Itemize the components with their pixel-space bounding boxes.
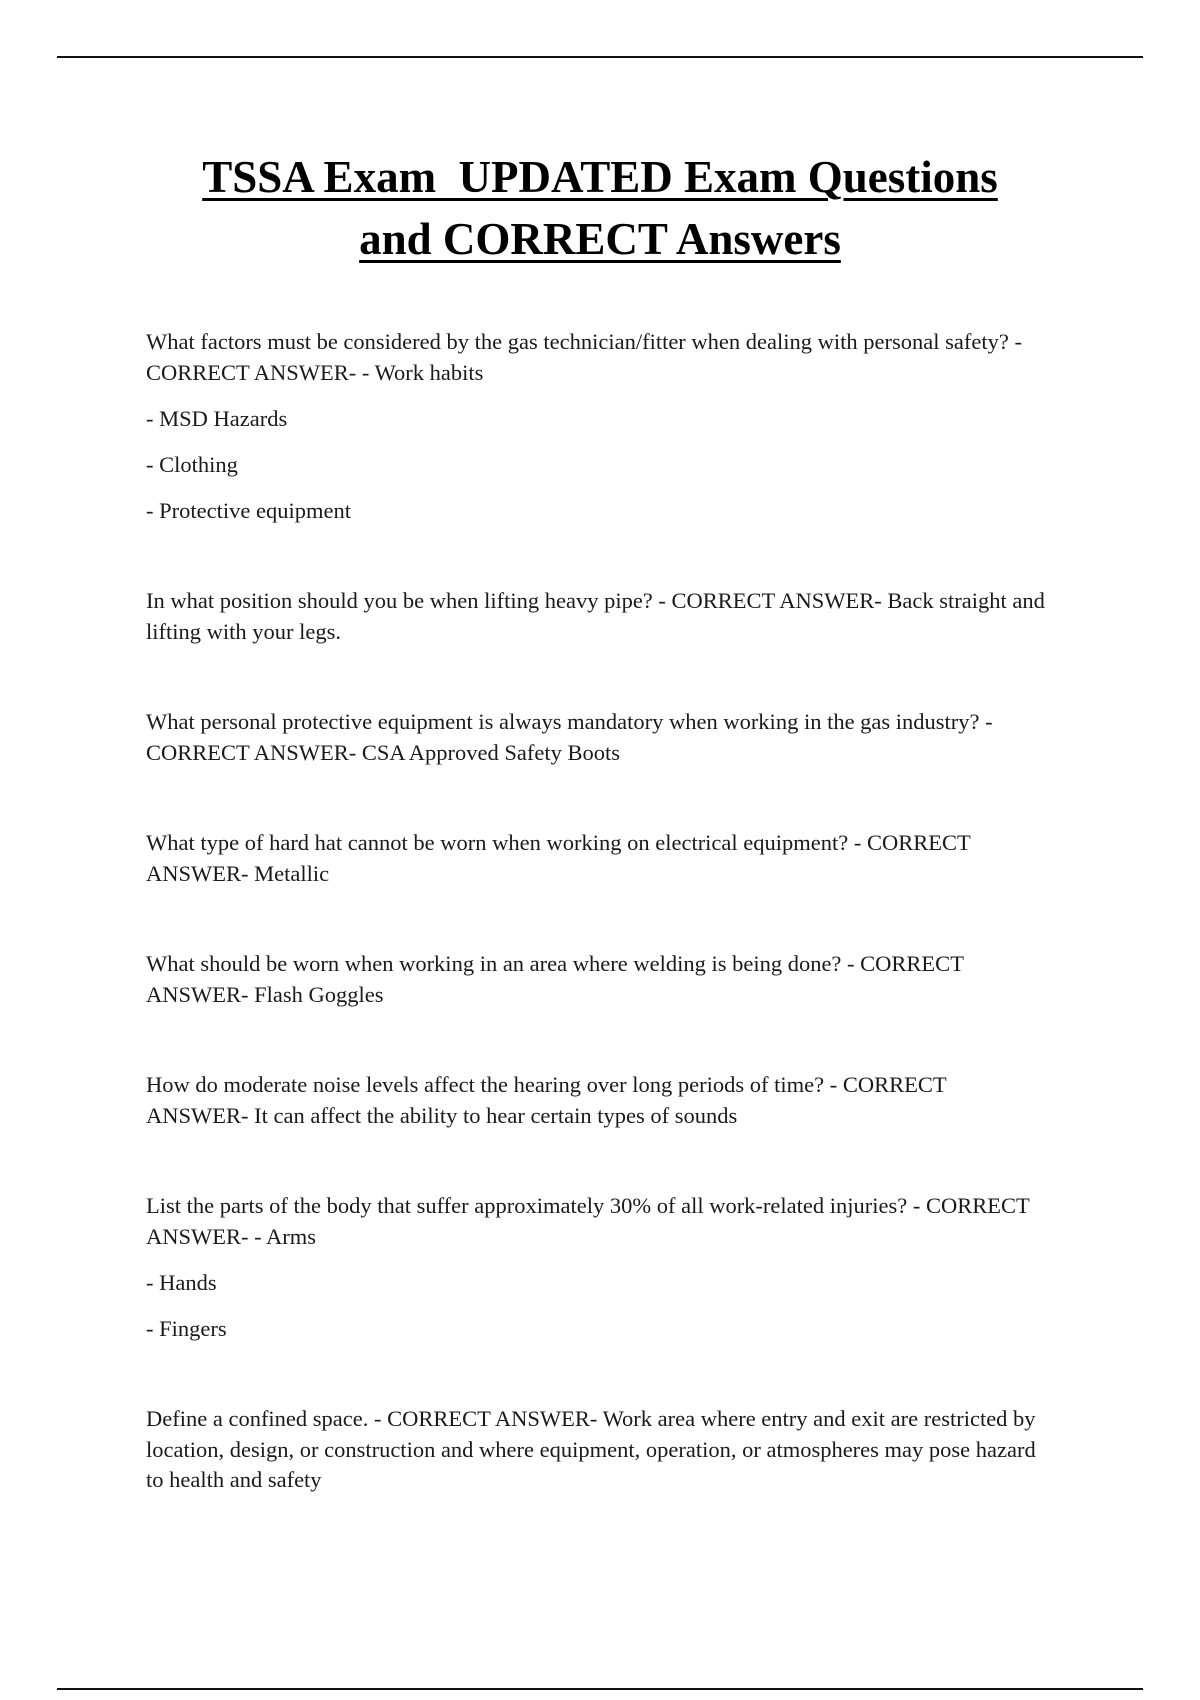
qa-item-5 [146, 949, 1046, 1010]
footer-rule [57, 1688, 1143, 1690]
qa-list [146, 327, 1046, 1496]
qa-bullet: - MSD Hazards [146, 405, 288, 431]
qa-question-text: What type of hard hat cannot be worn when working on electrical equipment? - CORRECT ANSWER- Metallic [146, 830, 971, 886]
qa-item-8 [146, 1404, 1046, 1496]
qa-bullet: - Hands [146, 1269, 217, 1295]
qa-item-4 [146, 828, 1046, 889]
qa-bullet: - Protective equipment [146, 497, 351, 523]
qa-item-1 [146, 327, 1046, 526]
qa-item-6 [146, 1070, 1046, 1131]
qa-question-text: How do moderate noise levels affect the hearing over long periods of time? - CORRECT ANSWER- It can affect the ability to hear certain types of sounds [146, 1072, 947, 1128]
title-line-2: and CORRECT Answers [359, 214, 841, 264]
qa-question-text: List the parts of the body that suffer approximately 30% of all work-related injuries? - CORRECT ANSWER- - Arms [146, 1193, 1030, 1249]
title-line-1: TSSA Exam UPDATED Exam Questions [202, 152, 998, 202]
qa-bullet: - Fingers [146, 1315, 227, 1341]
document-title [100, 146, 1100, 270]
qa-question-text: Define a confined space. - CORRECT ANSWER- Work area where entry and exit are restricted by location, design, or construction and where equipment, operation, or atmospheres may pose hazard to health and safety [146, 1406, 1036, 1492]
qa-item-7 [146, 1191, 1046, 1344]
qa-item-2 [146, 586, 1046, 647]
qa-bullet: - Clothing [146, 451, 238, 477]
qa-question-text: In what position should you be when lifting heavy pipe? - CORRECT ANSWER- Back straight and lifting with your legs. [146, 588, 1045, 644]
qa-question-text: What personal protective equipment is always mandatory when working in the gas industry? - CORRECT ANSWER- CSA Approved Safety Boots [146, 709, 993, 765]
qa-item-3 [146, 707, 1046, 768]
header-rule [57, 56, 1143, 58]
qa-question-text: What factors must be considered by the gas technician/fitter when dealing with personal safety? - CORRECT ANSWER- - Work habits [146, 329, 1022, 385]
qa-question-text: What should be worn when working in an area where welding is being done? - CORRECT ANSWER- Flash Goggles [146, 951, 964, 1007]
